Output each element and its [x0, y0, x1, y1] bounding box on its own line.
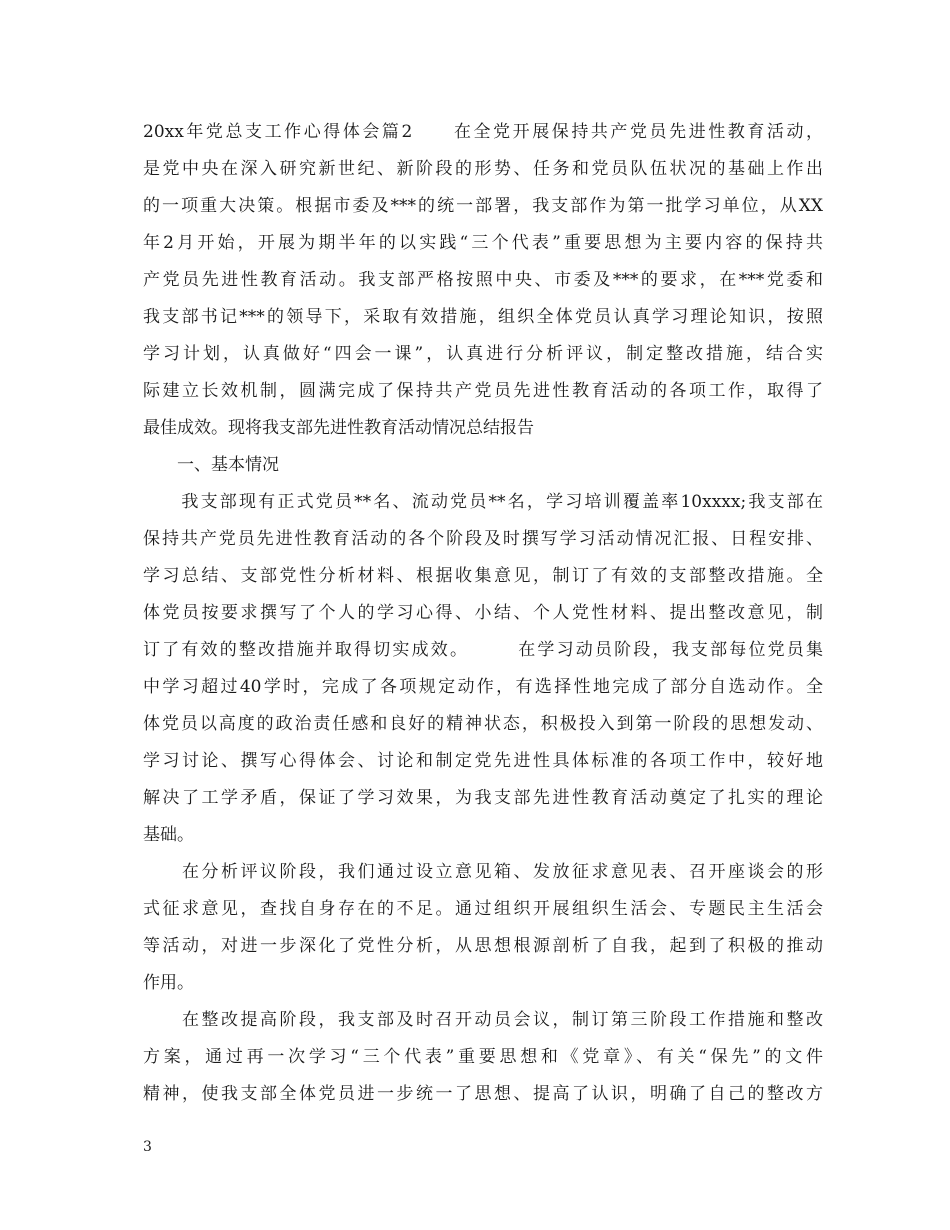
text-line: 体党员以高度的政治责任感和良好的精神状态，积极投入到第一阶段的思想发动、: [143, 714, 823, 734]
text-line: 一、基本情况: [143, 455, 279, 475]
text-line: 最佳成效。现将我支部先进性教育活动情况总结报告: [143, 418, 534, 438]
text-line: 解决了工学矛盾，保证了学习效果，为我支部先进性教育活动奠定了扎实的理论: [143, 788, 823, 808]
text-line: 我支部现有正式党员**名、流动党员**名，学习培训覆盖率10xxxx;我支部在: [143, 492, 823, 512]
text-line: 订了有效的整改措施并取得切实成效。 在学习动员阶段，我支部每位党员集: [143, 640, 823, 660]
page-number: 3: [143, 1139, 152, 1155]
text-line: 产党员先进性教育活动。我支部严格按照中央、市委及***的要求，在***党委和: [143, 270, 823, 290]
text-line: 20xx年党总支工作心得体会篇2 在全党开展保持共产党员先进性教育活动，: [143, 122, 823, 142]
text-line: 体党员按要求撰写了个人的学习心得、小结、个人党性材料、提出整改意见，制: [143, 603, 823, 623]
text-line: 我支部书记***的领导下，采取有效措施，组织全体党员认真学习理论知识，按照: [143, 307, 823, 327]
text-line: 保持共产党员先进性教育活动的各个阶段及时撰写学习活动情况汇报、日程安排、: [143, 529, 823, 549]
text-line: 学习计划，认真做好“四会一课”，认真进行分析评议，制定整改措施，结合实: [143, 344, 823, 364]
text-line: 学习总结、支部党性分析材料、根据收集意见，制订了有效的支部整改措施。全: [143, 566, 823, 586]
text-line: 的一项重大决策。根据市委及***的统一部署，我支部作为第一批学习单位，从XX: [143, 196, 823, 216]
text-line: 年2月开始，开展为期半年的以实践“三个代表”重要思想为主要内容的保持共: [143, 233, 823, 253]
text-line: 基础。: [143, 825, 194, 845]
text-line: 是党中央在深入研究新世纪、新阶段的形势、任务和党员队伍状况的基础上作出: [143, 159, 823, 179]
body-text: [143, 114, 823, 1113]
text-line: 在整改提高阶段，我支部及时召开动员会议，制订第三阶段工作措施和整改: [143, 1010, 823, 1030]
text-line: 际建立长效机制，圆满完成了保持共产党员先进性教育活动的各项工作，取得了: [143, 381, 823, 401]
text-line: 在分析评议阶段，我们通过设立意见箱、发放征求意见表、召开座谈会的形: [143, 862, 823, 882]
text-line: 方案，通过再一次学习“三个代表”重要思想和《党章》、有关“保先”的文件: [143, 1047, 823, 1067]
text-line: 精神，使我支部全体党员进一步统一了思想、提高了认识，明确了自己的整改方: [143, 1084, 823, 1104]
text-line: 中学习超过40学时，完成了各项规定动作，有选择性地完成了部分自选动作。全: [143, 677, 823, 697]
text-line: 作用。: [143, 973, 194, 993]
text-line: 式征求意见，查找自身存在的不足。通过组织开展组织生活会、专题民主生活会: [143, 899, 823, 919]
text-line: 学习讨论、撰写心得体会、讨论和制定党先进性具体标准的各项工作中，较好地: [143, 751, 823, 771]
text-line: 等活动，对进一步深化了党性分析，从思想根源剖析了自我，起到了积极的推动: [143, 936, 823, 956]
